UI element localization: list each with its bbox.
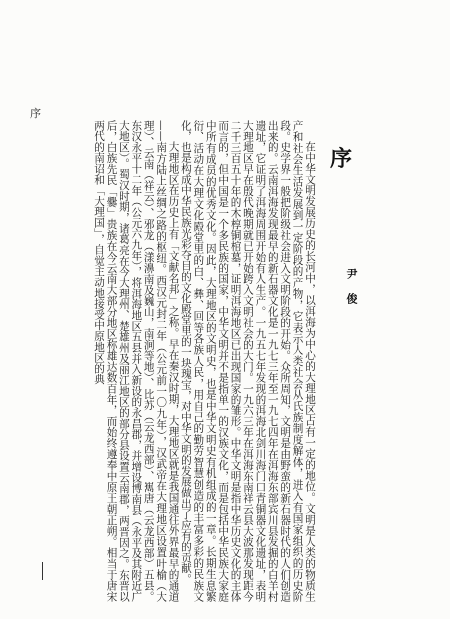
paragraph: 在中华文明发展历史的长河中，以洱海为中心的大理地区占有一定的地位。文明是人类的物质生产和社会生活发展到一定阶段的产物，它表示人类社会从氏族制度解体，进入有国家组织的历史阶段。史学界一般把阶级社会进入文明阶段的开始。众所周知，文明是由野蛮的新石器时代的人们创造出来的。云南洱海发现最早的新石器文化是一九七三年至一九七四年在洱海东部宾川县发掘的白羊村遗址，它证明了洱海周围开始有人生产。一九五七年发现的洱海北剑川海门口青铜器文化遗址，表明大理地区早在殷代晚期就已开始跨入文明社会的大门。一九六三年在洱海东南祥云县大波那发现距今二千三百五十年的木椁铜棺墓，证明洱海地区已出现国家的雏形。中华文明是指中华历史文化的主体而言的，但中国是一个多民族的国家，中华文明并不是指单一的汉族文化，而是包括中华民族大家庭中所有成员的优秀文化。因此，大理地区的文明史，也是中华文明史有机组成的一章。长期生息繁衍、活动在大理文化殿堂里的白、彝、回等各族人民，用自己的勤劳智慧创造的丰富多彩的民族文化，也是构成中华民族光彩夺目的文化殿堂里的一块瑰宝，对中华文明的发展做出了应有的贡献。 — [179, 120, 316, 602]
paragraph: 大理地区在历史上有「文献名邦」之称。早在秦汉时期，大理地区就是我国通往外界最早的通道——南方陆上丝绸之路的枢纽。西汉元封二年（公元前一〇九年），汉武帝在大理地区设置叶榆（大理）、云南（祥云）、邪龙（漾濞南及巍山，南涧等地）、比苏（云龙西部）、嶲唐（云龙西部）五县。东汉永平十二年（公元六九年），将洱海地区五县并入新设的永昌郡，并增设博南县（永平及其附近广大地区）。蜀汉时期，诸葛亮在今大理州、楚雄州及丽江地区的部分县设置云南郡，两晋因之。东晋以后，白族先民「爨」贵族在今云南大部分地区称雄达数百年，而始终遵奉中原王朝正朔。相当于唐宋两代的南诏和「大理国」，自觉主动地接受中原地区的典 — [93, 120, 180, 602]
page-title: 序 — [330, 146, 353, 172]
margin-running-head: 序 — [30, 107, 41, 120]
author-name: 尹 俊 — [345, 268, 358, 309]
body-text — [62, 120, 316, 602]
margin-rule — [42, 562, 43, 580]
